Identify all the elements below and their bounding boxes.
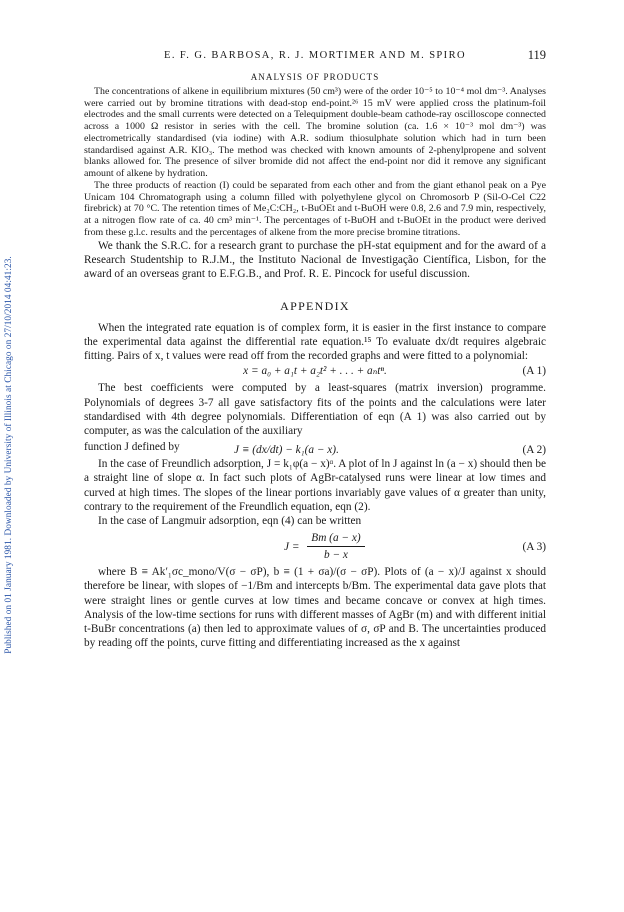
equation-a2-label: (A 2): [522, 444, 546, 457]
appendix-paragraph-1: When the integrated rate equation is of complex form, it is easier in the first instance to compare the experimental data against the differential rate equation.¹⁵ To evaluate dx/dt requires algebraic fitting. Pairs of x, t values were read off from the recorded graphs and were fitted to a polynomial:: [84, 321, 546, 363]
appendix-paragraph-2-end: function J defined by: [84, 441, 180, 454]
equation-a2-expression: J ≡ (dx/dt) − k₁(a − x).: [234, 444, 339, 457]
appendix-paragraph-5: where B ≡ Ak′₁σc_mono/V(σ − σP), b ≡ (1 + σa)/(σ − σP). Plots of (a − x)/J against x should therefore be linear, with slopes of −1/Bm and intercepts b/Bm. The experimental data gave plots that were straight lines or gentle curves at low times and became concave or convex at high times. Analysis of the low-time sections for runs with different masses of AgBr (m) and with different initial t-BuBr concentrations (a) then led to approximate values of σ, σP and B. The uncertainties produced by reading off the points, curve fitting and differentiating increased as the x against: [84, 566, 546, 650]
running-header-authors: E. F. G. BARBOSA, R. J. MORTIMER AND M. SPIRO: [164, 50, 466, 61]
equation-a1-expression: x = a₀ + a₁t + a₂t² + . . . + aₙtⁿ.: [243, 365, 387, 378]
analysis-heading: ANALYSIS OF PRODUCTS: [250, 72, 380, 82]
equation-a3-label: (A 3): [522, 541, 546, 554]
analysis-section: [84, 72, 546, 239]
equation-a3-denominator: b − x: [324, 549, 348, 562]
analysis-paragraph-1: The concentrations of alkene in equilibrium mixtures (50 cm³) were of the order 10⁻⁵ to 10⁻⁴ mol dm⁻³. Analyses were carried out by bromine titrations with dead-stop end-point.²⁶ 15 mV were applied cross the platinum-foil electrodes and the small currents were detected on a Telequipment double-beam cathode-ray oscilloscope connected across a 1000 Ω resistor in series with the cell. The bromine solution (ca. 1.6 × 10⁻³ mol dm⁻³) was electrometrically standardised (via iodine) with A.R. sodium thiosulphate solution which had in turn been standardised against A.R. KIO₃. The method was checked with known amounts of 2-phenylpropene and solvent blanks allowed for. The presence of silver bromide did not affect the end-point nor did it remove any significant amount of alkene by hydration.: [84, 85, 546, 179]
appendix-paragraph-4: In the case of Langmuir adsorption, eqn (4) can be written: [98, 515, 362, 528]
equation-a3-expression: [284, 531, 365, 562]
main-text: [84, 239, 546, 650]
acknowledgement-paragraph: We thank the S.R.C. for a research grant to purchase the pH-stat equipment and for the award of a Research Studentship to R.J.M., the Instituto Nacional de Investigação Científica, Lisbon, for the award of an overseas grant to E.F.G.B., and Prof. R. E. Pincock for useful discussion.: [84, 240, 546, 281]
equation-a3-numerator: Bm (a − x): [307, 531, 364, 547]
equation-a1: [84, 364, 546, 380]
appendix-heading: APPENDIX: [280, 298, 350, 313]
equation-a3-fraction: [307, 531, 364, 562]
appendix-paragraph-2: The best coefficients were computed by a least-squares (matrix inversion) programme. Polynomials of degrees 3-7 all gave satisfactory fits of the points and the calculations were later standardised with 4th degree polynomials. Differentiation of eqn (A 1) was also carried out by computer, as was the calculation of the auxiliary: [84, 382, 546, 438]
page-number: 119: [527, 48, 546, 62]
equation-a1-label: (A 1): [522, 365, 546, 378]
running-header: [84, 50, 546, 61]
equation-a3-lhs: J =: [284, 540, 300, 553]
download-watermark-text[interactable]: Published on 01 January 1981. Downloaded by University of Illinois at Chicago on 27/10/2014 04:41:23.: [4, 256, 14, 654]
equation-a2: [84, 438, 546, 457]
appendix-paragraph-3: In the case of Freundlich adsorption, J = k₁φ(a − x)ᵅ. A plot of ln J against ln (a − x) should then be a straight line of slope α. In fact such plots of AgBr-catalysed runs were linear at low times and curved at high times. The slopes of the linear portions invariably gave values of α greater than unity, contrary to the requirement of the Freundlich equation, eqn (2).: [84, 458, 546, 513]
download-watermark: [2, 70, 16, 840]
analysis-paragraph-2: The three products of reaction (I) could be separated from each other and from the giant ethanol peak on a Pye Unicam 104 Chromatograph using a column filled with polyethylene glycol on Chromosorb P (Sil-O-Cel C22 firebrick) at 70 °C. The retention times of Me₂C:CH₂, t-BuOEt and t-BuOH were 0.8, 2.6 and 7.9 min, respectively, at a nitrogen flow rate of ca. 40 cm³ min⁻¹. The percentages of t-BuOH and t-BuOEt in the product were derived from these g.l.c. results and the percentages of alkene from the more precise bromine titrations.: [84, 179, 546, 238]
equation-a3: [84, 531, 546, 563]
